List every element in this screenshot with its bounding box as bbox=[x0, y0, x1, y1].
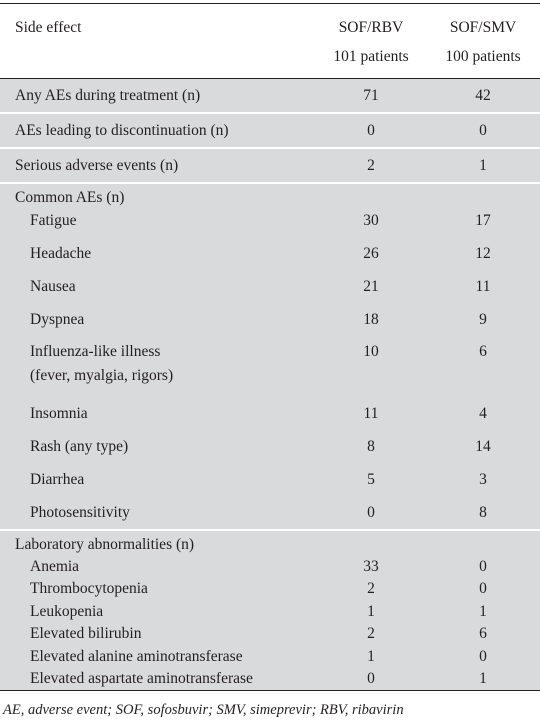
row-label: Any AEs during treatment (n) bbox=[0, 79, 316, 114]
section-title: Common AEs (n) bbox=[0, 183, 316, 209]
row-label: Elevated bilirubin bbox=[0, 623, 316, 645]
table-footnote: AE, adverse event; SOF, sofosbuvir; SMV, simeprevir; RBV, ribavirin bbox=[3, 702, 404, 718]
row-value-sof-smv: 3 bbox=[426, 463, 540, 496]
row-label: Fatigue bbox=[0, 209, 316, 237]
table-row bbox=[0, 237, 540, 270]
row-value-sof-smv: 6 bbox=[426, 623, 540, 645]
row-label: Dyspnea bbox=[0, 303, 316, 336]
row-value-sof-smv: 14 bbox=[426, 430, 540, 463]
row-label: Headache bbox=[0, 237, 316, 270]
row-label: Insomnia bbox=[0, 397, 316, 430]
row-value-sof-rbv: 1 bbox=[316, 646, 426, 668]
header-sof-rbv: SOF/RBV 101 patients bbox=[333, 19, 409, 65]
row-value-sof-smv: 8 bbox=[426, 496, 540, 530]
row-label: AEs leading to discontinuation (n) bbox=[0, 113, 316, 148]
table-row bbox=[0, 397, 540, 430]
row-value-sof-smv: 42 bbox=[426, 79, 540, 114]
row-label: Photosensitivity bbox=[0, 496, 316, 530]
row-value-sof-smv: 9 bbox=[426, 303, 540, 336]
table-row bbox=[0, 303, 540, 336]
row-value-sof-smv: 1 bbox=[426, 601, 540, 623]
row-value-sof-rbv: 10 bbox=[316, 336, 426, 397]
row-value-sof-rbv: 1 bbox=[316, 601, 426, 623]
table-row bbox=[0, 646, 540, 668]
table-row bbox=[0, 113, 540, 148]
section-header-lab-abnormalities bbox=[0, 530, 540, 556]
row-value-sof-smv: 4 bbox=[426, 397, 540, 430]
row-label-line2: (fever, myalgia, rigors) bbox=[30, 367, 174, 384]
row-value-sof-smv: 17 bbox=[426, 209, 540, 237]
row-label: Anemia bbox=[0, 556, 316, 578]
table-header-row bbox=[0, 4, 540, 79]
row-label: Elevated alanine aminotransferase bbox=[0, 646, 316, 668]
row-value-sof-rbv: 2 bbox=[316, 148, 426, 183]
header-side-effect: Side effect bbox=[15, 19, 82, 36]
table-row bbox=[0, 463, 540, 496]
row-value-sof-rbv: 2 bbox=[316, 623, 426, 645]
section-header-common-aes bbox=[0, 183, 540, 209]
table-row bbox=[0, 668, 540, 691]
row-value-sof-rbv: 26 bbox=[316, 237, 426, 270]
table-row bbox=[0, 578, 540, 600]
row-label: Rash (any type) bbox=[0, 430, 316, 463]
row-value-sof-rbv: 0 bbox=[316, 113, 426, 148]
row-value-sof-smv: 1 bbox=[426, 668, 540, 691]
row-value-sof-smv: 0 bbox=[426, 556, 540, 578]
table-row bbox=[0, 148, 540, 183]
row-value-sof-rbv: 11 bbox=[316, 397, 426, 430]
row-value-sof-rbv: 21 bbox=[316, 270, 426, 303]
row-value-sof-rbv: 5 bbox=[316, 463, 426, 496]
table-row bbox=[0, 209, 540, 237]
table-row bbox=[0, 430, 540, 463]
row-label: Serious adverse events (n) bbox=[0, 148, 316, 183]
section-title: Laboratory abnormalities (n) bbox=[0, 530, 316, 556]
table-row bbox=[0, 270, 540, 303]
row-label: Nausea bbox=[0, 270, 316, 303]
table-row bbox=[0, 623, 540, 645]
row-value-sof-smv: 0 bbox=[426, 113, 540, 148]
row-value-sof-rbv: 8 bbox=[316, 430, 426, 463]
table-row bbox=[0, 79, 540, 114]
side-effects-table bbox=[0, 4, 540, 691]
row-value-sof-smv: 6 bbox=[426, 336, 540, 397]
row-value-sof-smv: 12 bbox=[426, 237, 540, 270]
row-value-sof-smv: 1 bbox=[426, 148, 540, 183]
row-label-line1: Influenza-like illness bbox=[30, 343, 161, 360]
row-value-sof-smv: 0 bbox=[426, 578, 540, 600]
row-value-sof-rbv: 0 bbox=[316, 668, 426, 691]
table-row bbox=[0, 496, 540, 530]
row-value-sof-rbv: 71 bbox=[316, 79, 426, 114]
row-label bbox=[0, 336, 316, 397]
row-value-sof-rbv: 0 bbox=[316, 496, 426, 530]
row-value-sof-rbv: 2 bbox=[316, 578, 426, 600]
row-value-sof-rbv: 33 bbox=[316, 556, 426, 578]
row-label: Leukopenia bbox=[0, 601, 316, 623]
table-row bbox=[0, 556, 540, 578]
row-label: Thrombocytopenia bbox=[0, 578, 316, 600]
row-label: Elevated aspartate aminotransferase bbox=[0, 668, 316, 691]
table-row bbox=[0, 336, 540, 397]
header-sof-smv: SOF/SMV 100 patients bbox=[445, 19, 521, 65]
row-value-sof-smv: 11 bbox=[426, 270, 540, 303]
row-label: Diarrhea bbox=[0, 463, 316, 496]
row-value-sof-rbv: 18 bbox=[316, 303, 426, 336]
row-value-sof-smv: 0 bbox=[426, 646, 540, 668]
row-value-sof-rbv: 30 bbox=[316, 209, 426, 237]
table-row bbox=[0, 601, 540, 623]
